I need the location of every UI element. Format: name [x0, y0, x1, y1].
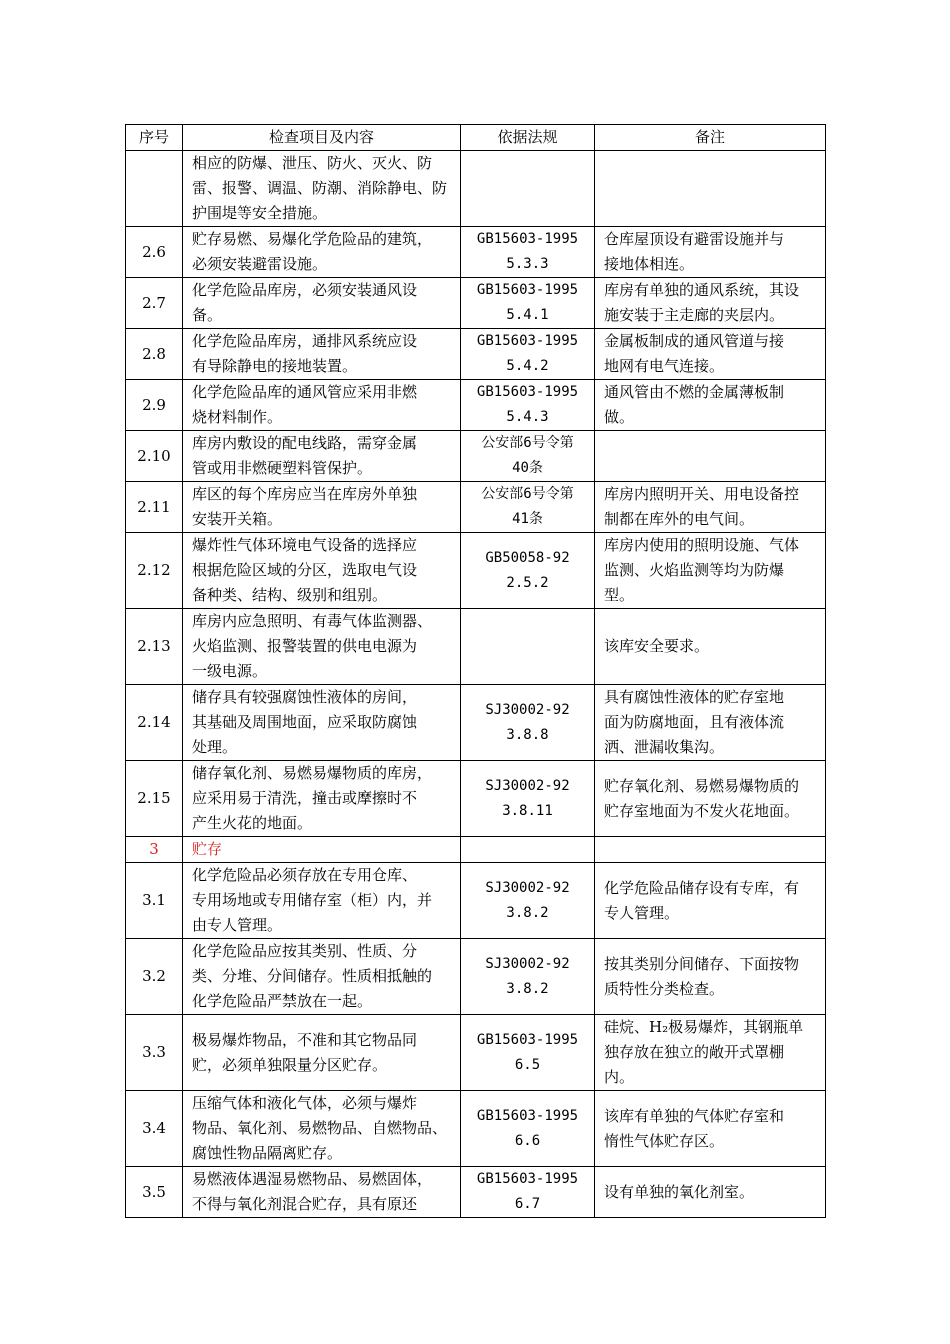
row-note	[595, 1091, 826, 1167]
row-basis-line: 2.5.2	[506, 574, 549, 591]
row-basis-line: 公安部6号令第	[481, 435, 574, 451]
row-number: 3	[126, 837, 183, 863]
row-item-content-line: 腐蚀性物品隔离贮存。	[192, 1144, 343, 1162]
row-note-line: 监测、火焰监测等均为防爆	[604, 561, 785, 579]
row-item-content	[183, 761, 461, 837]
row-note-line: 制都在库外的电气间。	[604, 510, 755, 528]
row-item-content-line: 安装开关箱。	[192, 510, 283, 528]
row-note	[595, 939, 826, 1015]
table-header-row	[126, 125, 826, 151]
row-basis-line: GB15603-1995	[476, 1107, 579, 1124]
table-row	[126, 533, 826, 609]
row-note	[595, 482, 826, 533]
row-item-content-line: 贮，必须单独限量分区贮存。	[192, 1055, 388, 1074]
row-item-content-line: 化学危险品必须存放在专用仓库、	[192, 866, 418, 884]
header-note: 备注	[595, 125, 826, 151]
row-basis-line: 40条	[512, 460, 543, 476]
row-note-line: 该库有单独的气体贮存室和	[604, 1106, 785, 1125]
row-note-line: 具有腐蚀性液体的贮存室地	[604, 688, 785, 706]
row-item-content-line: 库房内应急照明、有毒气体监测器、	[192, 612, 433, 630]
row-basis-line: SJ30002-92	[485, 879, 570, 896]
row-basis-line: GB15603-1995	[476, 1031, 579, 1048]
row-item-content-line: 极易爆炸物品，不准和其它物品同	[192, 1030, 418, 1049]
row-note	[595, 329, 826, 380]
row-basis-line: 3.8.8	[506, 726, 549, 743]
row-note-line: 面为防腐地面，且有液体流	[604, 713, 785, 731]
row-note-line: 地网有电气连接。	[604, 357, 725, 375]
row-basis-line: 公安部6号令第	[481, 486, 574, 502]
row-item-content-line: 护围堤等安全措施。	[192, 204, 328, 222]
row-basis	[461, 609, 595, 685]
row-note-line: 库房内使用的照明设施、气体	[604, 536, 800, 554]
row-note-line: 库房有单独的通风系统，其设	[604, 281, 800, 299]
row-item-content-line: 物品、氧化剂、易燃物品、自燃物品、	[192, 1119, 448, 1137]
table-row	[126, 863, 826, 939]
header-basis: 依据法规	[461, 125, 595, 151]
row-number: 2.15	[126, 761, 183, 837]
row-item-content-line: 根据危险区域的分区，选取电气设	[192, 561, 418, 579]
row-note-line: 硅烷、H₂极易爆炸，其钢瓶单	[604, 1018, 804, 1036]
row-item-content-line: 储存氧化剂、易燃易爆物质的库房，	[192, 764, 433, 782]
row-item-content-line: 产生火花的地面。	[192, 814, 313, 832]
row-basis-line: SJ30002-92	[485, 777, 570, 794]
row-basis-line: GB15603-1995	[476, 333, 579, 349]
row-item-content-line: 储存具有较强腐蚀性液体的房间，	[192, 688, 418, 706]
row-basis-line: 41条	[512, 511, 543, 527]
row-note-line: 通风管由不燃的金属薄板制	[604, 383, 785, 401]
row-basis-line: 3.8.2	[506, 980, 549, 997]
row-item-content-line: 贮存易燃、易爆化学危险品的建筑，	[192, 230, 433, 248]
row-note	[595, 278, 826, 329]
row-item-content	[183, 837, 461, 863]
row-basis-line: SJ30002-92	[485, 701, 570, 718]
row-note	[595, 1015, 826, 1091]
row-item-content-line: 应采用易于清洗，撞击或摩擦时不	[192, 789, 418, 807]
row-note-line: 化学危险品储存设有专库，有	[604, 878, 800, 897]
row-basis	[461, 151, 595, 227]
row-item-content-line: 处理。	[192, 738, 238, 756]
table-row	[126, 482, 826, 533]
row-basis-line: 3.8.11	[502, 802, 553, 819]
row-item-content-line: 一级电源。	[192, 662, 268, 680]
row-basis-line: GB15603-1995	[476, 384, 579, 400]
row-note-line: 型。	[604, 586, 635, 604]
row-note-line: 施安装于主走廊的夹层内。	[604, 306, 785, 324]
row-basis-line: 5.4.2	[506, 358, 549, 374]
row-basis-line: 6.6	[514, 1132, 541, 1149]
row-note	[595, 609, 826, 685]
row-basis	[461, 1015, 595, 1091]
row-number: 2.9	[126, 380, 183, 431]
row-number: 3.1	[126, 863, 183, 939]
row-item-content-line: 管或用非燃硬塑料管保护。	[192, 459, 373, 477]
table-row	[126, 609, 826, 685]
row-item-content-line: 必须安装避雷设施。	[192, 255, 328, 273]
header-item: 检查项目及内容	[183, 125, 461, 151]
row-item-content-line: 贮存	[192, 840, 223, 858]
row-basis	[461, 863, 595, 939]
row-note-line: 金属板制成的通风管道与接	[604, 332, 785, 350]
row-item-content-line: 化学危险品库房，必须安装通风设	[192, 281, 418, 299]
row-item-content-line: 有导除静电的接地装置。	[192, 357, 358, 375]
row-note-line: 洒、泄漏收集沟。	[604, 738, 725, 756]
table-row	[126, 151, 826, 227]
row-note-line: 专人管理。	[604, 903, 680, 922]
row-item-content-line: 库房内敷设的配电线路，需穿金属	[192, 434, 418, 452]
row-basis-line: 5.4.1	[506, 307, 549, 323]
row-item-content	[183, 533, 461, 609]
table-row	[126, 939, 826, 1015]
row-item-content	[183, 609, 461, 685]
row-basis-line: GB15603-1995	[476, 231, 579, 247]
row-note-line: 独存放在独立的敞开式罩棚	[604, 1043, 785, 1061]
table-row	[126, 227, 826, 278]
table-row	[126, 1015, 826, 1091]
table-row	[126, 1167, 826, 1218]
row-basis-line: GB50058-92	[485, 549, 570, 566]
row-number: 2.7	[126, 278, 183, 329]
inspection-table	[125, 124, 826, 1218]
table-row	[126, 329, 826, 380]
row-basis	[461, 431, 595, 482]
row-note-line: 贮存室地面为不发火花地面。	[604, 801, 800, 820]
row-item-content	[183, 1015, 461, 1091]
row-basis	[461, 837, 595, 863]
row-item-content-line: 化学危险品严禁放在一起。	[192, 992, 373, 1010]
row-item-content-line: 备种类、结构、级别和组别。	[192, 586, 388, 604]
table-body	[126, 151, 826, 1218]
row-item-content-line: 化学危险品应按其类别、性质、分	[192, 942, 418, 960]
row-note-line: 质特性分类检查。	[604, 979, 725, 998]
row-basis	[461, 482, 595, 533]
row-basis-line: 3.8.2	[506, 904, 549, 921]
table-row	[126, 431, 826, 482]
row-basis-line: SJ30002-92	[485, 955, 570, 972]
row-item-content-line: 化学危险品库的通风管应采用非燃	[192, 383, 418, 401]
row-item-content-line: 不得与氧化剂混合贮存，具有原还	[192, 1195, 418, 1213]
row-number: 2.11	[126, 482, 183, 533]
row-item-content	[183, 380, 461, 431]
row-item-content	[183, 1091, 461, 1167]
row-number: 3.4	[126, 1091, 183, 1167]
row-basis-line: 6.5	[514, 1056, 541, 1073]
row-number: 2.6	[126, 227, 183, 278]
row-item-content	[183, 863, 461, 939]
row-note-line: 接地体相连。	[604, 255, 695, 273]
row-note-line: 做。	[604, 408, 635, 426]
header-number: 序号	[126, 125, 183, 151]
row-note	[595, 431, 826, 482]
table-row	[126, 1091, 826, 1167]
row-item-content-line: 库区的每个库房应当在库房外单独	[192, 485, 418, 503]
table-row	[126, 837, 826, 863]
row-item-content	[183, 329, 461, 380]
row-item-content-line: 类、分堆、分间储存。性质相抵触的	[192, 967, 433, 985]
row-item-content-line: 烧材料制作。	[192, 408, 283, 426]
row-item-content-line: 备。	[192, 306, 223, 324]
row-number: 2.14	[126, 685, 183, 761]
row-item-content	[183, 431, 461, 482]
row-item-content-line: 专用场地或专用储存室（柜）内，并	[192, 891, 433, 909]
row-item-content	[183, 939, 461, 1015]
row-item-content-line: 雷、报警、调温、防潮、消除静电、防	[192, 179, 448, 197]
row-note-line: 按其类别分间储存、下面按物	[604, 954, 800, 973]
row-item-content-line: 相应的防爆、泄压、防火、灭火、防	[192, 154, 433, 172]
row-basis-line: GB15603-1995	[476, 1171, 579, 1187]
row-item-content-line: 由专人管理。	[192, 916, 283, 934]
row-basis	[461, 1167, 595, 1218]
row-note-line: 惰性气体贮存区。	[604, 1131, 725, 1150]
row-basis-line: 6.7	[514, 1196, 541, 1212]
row-number: 3.2	[126, 939, 183, 1015]
row-note-line: 库房内照明开关、用电设备控	[604, 485, 800, 503]
table-row	[126, 278, 826, 329]
row-basis	[461, 685, 595, 761]
row-number: 2.12	[126, 533, 183, 609]
row-note	[595, 761, 826, 837]
row-note	[595, 863, 826, 939]
row-number: 3.5	[126, 1167, 183, 1218]
row-note	[595, 227, 826, 278]
row-item-content-line: 爆炸性气体环境电气设备的选择应	[192, 536, 418, 554]
row-note-line: 贮存氧化剂、易燃易爆物质的	[604, 776, 800, 795]
row-note	[595, 151, 826, 227]
row-note-line: 仓库屋顶设有避雷设施并与	[604, 230, 785, 248]
document-page	[125, 124, 825, 1218]
row-note	[595, 380, 826, 431]
row-number: 2.13	[126, 609, 183, 685]
row-item-content-line: 火焰监测、报警装置的供电电源为	[192, 637, 418, 655]
row-item-content	[183, 685, 461, 761]
row-basis-line: GB15603-1995	[476, 282, 579, 298]
row-item-content-line: 压缩气体和液化气体，必须与爆炸	[192, 1094, 418, 1112]
row-note-line: 设有单独的氧化剂室。	[604, 1182, 755, 1201]
row-item-content	[183, 482, 461, 533]
table-row	[126, 685, 826, 761]
row-item-content-line: 其基础及周围地面，应采取防腐蚀	[192, 713, 418, 731]
row-note	[595, 837, 826, 863]
row-number	[126, 151, 183, 227]
row-basis	[461, 278, 595, 329]
row-item-content	[183, 278, 461, 329]
row-basis	[461, 533, 595, 609]
row-note-line: 内。	[604, 1068, 635, 1086]
row-basis	[461, 380, 595, 431]
row-item-content	[183, 1167, 461, 1218]
row-item-content	[183, 227, 461, 278]
row-number: 2.8	[126, 329, 183, 380]
row-note-line: 该库安全要求。	[604, 637, 710, 655]
table-row	[126, 380, 826, 431]
row-basis	[461, 227, 595, 278]
row-basis	[461, 1091, 595, 1167]
row-basis	[461, 761, 595, 837]
row-note	[595, 1167, 826, 1218]
row-number: 3.3	[126, 1015, 183, 1091]
row-item-content-line: 易燃液体遇湿易燃物品、易燃固体，	[192, 1170, 433, 1188]
row-number: 2.10	[126, 431, 183, 482]
row-note	[595, 533, 826, 609]
row-basis	[461, 329, 595, 380]
row-basis	[461, 939, 595, 1015]
row-note	[595, 685, 826, 761]
row-basis-line: 5.3.3	[506, 256, 549, 272]
row-item-content-line: 化学危险品库房，通排风系统应设	[192, 332, 418, 350]
row-basis-line: 5.4.3	[506, 409, 549, 425]
row-item-content	[183, 151, 461, 227]
table-row	[126, 761, 826, 837]
